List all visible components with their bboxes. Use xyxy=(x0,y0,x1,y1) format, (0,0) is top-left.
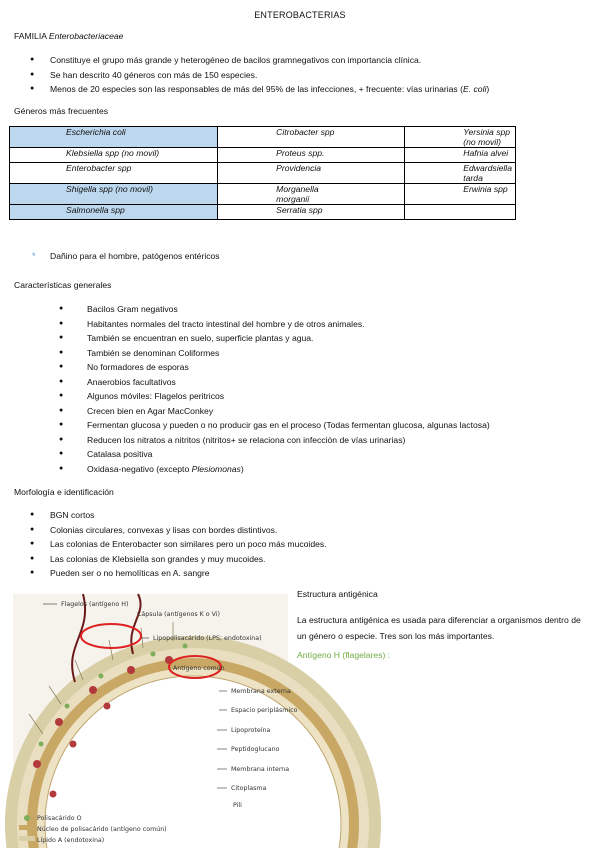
table-cell: Citrobacter spp xyxy=(218,127,405,148)
document-title: ENTEROBACTERIAS xyxy=(254,10,346,20)
list-item xyxy=(50,82,489,97)
table-cell: Salmonella spp xyxy=(10,205,218,220)
list-item: ● Bacilos Gram negativos xyxy=(87,302,490,317)
danino-text: Dañino para el hombre, patógenos entéricos xyxy=(50,251,220,261)
cell-line: morganii xyxy=(276,194,310,204)
intro-third: Menos de 20 especies son las responsables de más del 95% de las infecciones, + frecuente: vías urinarias (E. coli) xyxy=(50,84,490,94)
list-item: ● Reducen los nitratos a nitritos (nitritos+ se relaciona con infección de vías urinarias) xyxy=(87,433,490,448)
estructura-text: La estructura antigénica es usada para diferenciar a organismos dentro de un género o especie. Tres son los más importantes. xyxy=(297,615,581,641)
legend-o: Polisacárido O xyxy=(37,815,82,822)
label-flagelos: Flagelos (antígeno H) xyxy=(61,601,129,608)
table-row xyxy=(10,163,516,184)
list-item: ● No formadores de esporas xyxy=(87,360,490,375)
intro-list xyxy=(50,53,489,97)
table-cell xyxy=(218,184,405,205)
label-antigeno-comun: Antígeno común xyxy=(173,665,225,672)
table-cell: Escherichia coli xyxy=(10,127,218,148)
table-cell xyxy=(405,205,516,220)
list-item: ● Anaerobios facultativos xyxy=(87,375,490,390)
list-item: ● Constituye el grupo más grande y heterogéneo de bacilos gramnegativos con importancia clínica. xyxy=(50,53,489,68)
genera-heading: Géneros más frecuentes xyxy=(14,106,109,116)
table-cell: Klebsiella spp (no movil) xyxy=(10,148,218,163)
oxidasa-text: Oxidasa-negativo (excepto Plesiomonas) xyxy=(87,463,244,474)
bacterial-cell-wall-figure xyxy=(13,594,298,846)
label-membrana-interna: Membrana interna xyxy=(231,766,290,773)
list-item: ● Fermentan glucosa y pueden o no producir gas en el proceso (Todas fermentan glucosa, algunas lactosa) xyxy=(87,418,490,433)
caracteristicas-list xyxy=(87,302,490,476)
list-item: ● Se han descrito 40 géneros con más de 150 especies. xyxy=(50,68,489,83)
table-row xyxy=(10,148,516,163)
list-item: ● Las colonias de Klebsiella son grandes y muy mucoides. xyxy=(50,552,327,567)
caracteristicas-heading: Características generales xyxy=(14,280,112,290)
label-membrana-externa: Membrana externa xyxy=(231,688,291,695)
table-row xyxy=(10,184,516,205)
list-item: ● Algunos móviles: Flagelos peritricos xyxy=(87,389,490,404)
list-item: ● BGN cortos xyxy=(50,508,327,523)
genera-table xyxy=(9,126,516,220)
label-lipoproteina: Lipoproteína xyxy=(231,727,271,734)
label-peptidoglucano: Peptidoglucano xyxy=(231,746,280,753)
list-item: ● También se encuentran en suelo, superficie plantas y agua. xyxy=(87,331,490,346)
list-item: ● Las colonias de Enterobacter son similares pero un poco más mucoides. xyxy=(50,537,327,552)
table-cell: Enterobacter spp xyxy=(10,163,218,184)
label-pili: Pili xyxy=(233,802,242,809)
list-item: ● Habitantes normales del tracto intestinal del hombre y de otros animales. xyxy=(87,317,490,332)
table-cell: Yersinia spp (no movil) xyxy=(405,127,516,148)
table-cell: Shigella spp (no movil) xyxy=(10,184,218,205)
familia-label: FAMILIA xyxy=(14,31,47,41)
table-cell: Providencia xyxy=(218,163,405,184)
label-capsula: Cápsula (antígenos K o Vi) xyxy=(137,611,221,618)
table-cell: Edwardsiella tarda xyxy=(405,163,516,184)
list-item: ● Colonias circulares, convexas y lisas con bordes distintivos. xyxy=(50,523,327,538)
table-cell: Serratia spp xyxy=(218,205,405,220)
legend-nucleo: Núcleo de polisacárido (antígeno común) xyxy=(37,826,167,833)
cell-wall-diagram xyxy=(13,594,298,846)
cell-line: Morganella xyxy=(276,184,319,194)
table-row xyxy=(10,205,516,220)
morfologia-list xyxy=(50,508,327,581)
table-row xyxy=(10,127,516,148)
morfologia-heading: Morfología e identificación xyxy=(14,487,114,497)
table-cell: Erwinia spp xyxy=(405,184,516,205)
estructura-heading: Estructura antigénica xyxy=(297,589,378,599)
list-item xyxy=(87,462,490,477)
star-bullet-icon: * xyxy=(32,251,36,261)
list-item: ● Crecen bien en Agar MacConkey xyxy=(87,404,490,419)
familia-name: Enterobacteriaceae xyxy=(48,31,124,41)
list-item: ● También se denominan Coliformes xyxy=(87,346,490,361)
table-cell: Hafnia alvei xyxy=(405,148,516,163)
antigeno-h-heading: Antígeno H (flagelares) : xyxy=(297,650,391,660)
list-item: ● Catalasa positiva xyxy=(87,447,490,462)
label-citoplasma: Citoplasma xyxy=(231,785,267,792)
table-cell: Proteus spp. xyxy=(218,148,405,163)
label-espacio: Espacio periplásmico xyxy=(231,707,298,714)
familia-line xyxy=(14,31,123,41)
legend-lipido: Lípido A (endotoxina) xyxy=(37,837,105,844)
label-lipopolisacarido: Lipopolisacárido (LPS; endotoxina) xyxy=(153,635,262,642)
list-item: ● Pueden ser o no hemolíticas en A. sangre xyxy=(50,566,327,581)
